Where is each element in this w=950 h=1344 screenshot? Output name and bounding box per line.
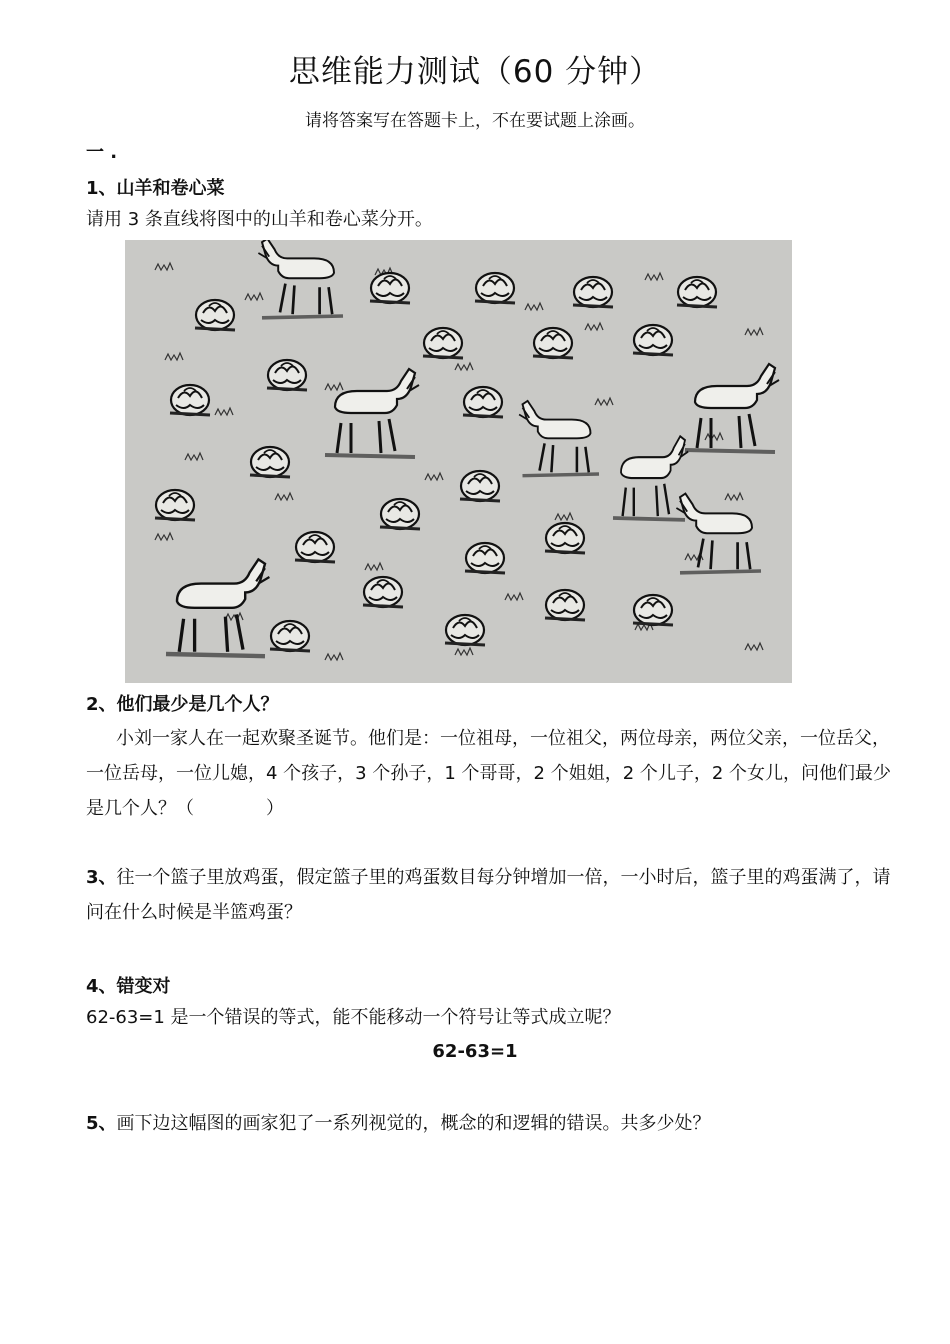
question-4-text: 62-63=1 是一个错误的等式，能不能移动一个符号让等式成立呢？: [86, 1007, 621, 1028]
question-1-heading: 1、山羊和卷心菜: [86, 178, 225, 199]
question-4-heading: 4、错变对: [86, 976, 171, 997]
question-2-heading: 2、他们最少是几个人？: [86, 694, 279, 715]
question-5: [86, 1106, 892, 1141]
section-marker: 一 .: [86, 142, 118, 163]
goats-and-cabbages-illustration: [125, 240, 792, 683]
instructions: 请将答案写在答题卡上，不在要试题上涂画。: [305, 111, 645, 131]
question-1-text: 请用 3 条直线将图中的山羊和卷心菜分开。: [86, 209, 433, 230]
question-5-number: 5、: [86, 1113, 117, 1134]
question-2-text: 小刘一家人在一起欢聚圣诞节。他们是：一位祖母，一位祖父，两位母亲，两位父亲，一位岳父，一位岳母，一位儿媳，4 个孩子，3 个孙子，1 个哥哥，2 个姐姐，2 个儿子，2 个女儿，问他们最少是几个人？（ ）: [86, 728, 892, 819]
question-4-equation: 62-63=1: [432, 1041, 518, 1062]
page-title: 思维能力测试（60 分钟）: [288, 54, 662, 90]
question-3-text: 往一个篮子里放鸡蛋，假定篮子里的鸡蛋数目每分钟增加一倍，一小时后，篮子里的鸡蛋满了，请问在什么时候是半篮鸡蛋？: [86, 867, 891, 923]
question-3: [86, 860, 892, 930]
question-3-number: 3、: [86, 867, 117, 888]
question-5-text: 画下边这幅图的画家犯了一系列视觉的，概念的和逻辑的错误。共多少处？: [116, 1113, 711, 1134]
